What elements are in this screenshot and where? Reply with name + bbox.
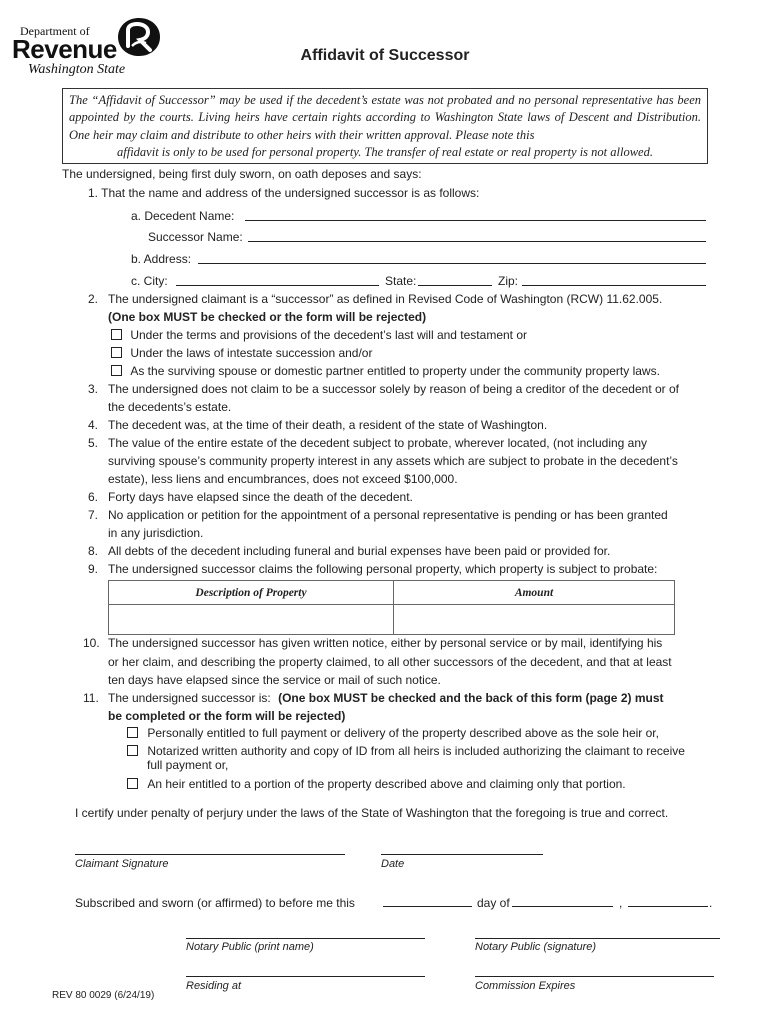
- notary-print-name-field[interactable]: [186, 938, 425, 939]
- page-title: Affidavit of Successor: [300, 47, 470, 64]
- item-7-number: 7.: [88, 508, 99, 522]
- item-10-line-2: or her claim, and describing the property claimed, to all other successors of the decedent, and that at least: [108, 655, 672, 669]
- item-2-number: 2.: [88, 292, 99, 306]
- item-6: Forty days have elapsed since the death of the decedent.: [108, 490, 413, 504]
- will-checkbox[interactable]: [111, 329, 122, 340]
- claimant-signature-label: Claimant Signature: [75, 858, 169, 870]
- item-11-requirement-2: be completed or the form will be rejected): [108, 709, 346, 723]
- city-field[interactable]: [176, 285, 379, 286]
- item-5-line-3: estate), less liens and encumbrances, does not exceed $100,000.: [108, 472, 458, 486]
- address-label: b. Address:: [131, 252, 192, 266]
- notarized-authority-checkbox[interactable]: [127, 745, 138, 756]
- item-9-number: 9.: [88, 562, 99, 576]
- property-amount-cell[interactable]: [394, 605, 675, 635]
- item-11-option-2: Notarized written authority and copy of ID from all heirs is included authorizing the claimant to receive: [127, 744, 685, 758]
- state-label: State:: [385, 274, 417, 288]
- item-5-line-1: The value of the entire estate of the decedent subject to probate, wherever located, (not including any: [108, 436, 648, 450]
- address-field[interactable]: [198, 263, 706, 264]
- residing-at-label: Residing at: [186, 980, 242, 992]
- sworn-statement: Subscribed and sworn (or affirmed) to before me this: [75, 896, 355, 910]
- item-4-number: 4.: [88, 418, 99, 432]
- property-description-cell[interactable]: [109, 605, 394, 635]
- intro-text: The “Affidavit of Successor” may be used if the decedent’s estate was not probated and no personal representative has been appointed by the courts. Living heirs have certain rights according to Washington State laws of Descent and Distribution. One heir may claim and distribute to other heirs with their written approval. Please note this: [69, 93, 701, 142]
- item-2-requirement: (One box MUST be checked or the form will be rejected): [108, 310, 427, 324]
- item-1: 1. That the name and address of the undersigned successor is as follows:: [88, 186, 480, 200]
- logo-state-text: Washington State: [28, 62, 126, 77]
- day-field[interactable]: [383, 906, 472, 907]
- form-id: REV 80 0029 (6/24/19): [52, 990, 155, 1001]
- table-header-amount: Amount: [394, 581, 675, 605]
- table-header-description: Description of Property: [109, 581, 394, 605]
- commission-expires-label: Commission Expires: [475, 980, 576, 992]
- period-separator: .: [709, 896, 713, 910]
- item-2-option-2: Under the laws of intestate succession and/or: [111, 346, 372, 360]
- zip-field[interactable]: [522, 285, 706, 286]
- city-label: c. City:: [131, 274, 168, 288]
- item-8-number: 8.: [88, 544, 99, 558]
- intestate-checkbox[interactable]: [111, 347, 122, 358]
- opening-statement: The undersigned, being first duly sworn, on oath deposes and says:: [62, 167, 422, 181]
- successor-name-label: Successor Name:: [148, 230, 243, 244]
- year-field[interactable]: [628, 906, 708, 907]
- item-7-line-2: in any jurisdiction.: [108, 526, 204, 540]
- commission-expires-field[interactable]: [475, 976, 714, 977]
- successor-name-field[interactable]: [248, 241, 706, 242]
- comma-separator: ,: [619, 896, 623, 910]
- item-10-line-3: ten days have elapsed since the service or mail of such notice.: [108, 673, 441, 687]
- item-5-line-2: surviving spouse’s community property interest in any assets which are subject to probate in the decedent’s: [108, 454, 678, 468]
- notary-signature-field[interactable]: [475, 938, 720, 939]
- item-10-number: 10.: [83, 636, 100, 650]
- item-3-number: 3.: [88, 382, 99, 396]
- item-6-number: 6.: [88, 490, 99, 504]
- day-of-label: day of: [477, 896, 510, 910]
- item-4: The decedent was, at the time of their death, a resident of the state of Washington.: [108, 418, 548, 432]
- item-3-line-1: The undersigned does not claim to be a successor solely by reason of being a creditor of the decedent or of: [108, 382, 680, 396]
- item-11-requirement: (One box MUST be checked and the back of this form (page 2) must: [278, 691, 664, 705]
- date-field[interactable]: [381, 854, 543, 855]
- item-2-option-3: As the surviving spouse or domestic partner entitled to property under the community property laws.: [111, 364, 660, 378]
- item-11-option-2-line-2: full payment or,: [147, 758, 229, 772]
- claimant-signature-field[interactable]: [75, 854, 345, 855]
- spouse-checkbox[interactable]: [111, 365, 122, 376]
- item-2: The undersigned claimant is a “successor” as defined in Revised Code of Washington (RCW) 11.62.005.: [108, 292, 663, 306]
- decedent-name-label: a. Decedent Name:: [131, 209, 235, 223]
- item-11: The undersigned successor is: (One box MUST be checked and the back of this form (page 2) must: [108, 691, 664, 705]
- state-field[interactable]: [418, 285, 492, 286]
- residing-at-field[interactable]: [186, 976, 425, 977]
- item-11-option-1: Personally entitled to full payment or delivery of the property described above as the sole heir or,: [127, 726, 659, 740]
- item-3-line-2: the decedents’s estate.: [108, 400, 232, 414]
- intro-notice: [62, 88, 708, 164]
- notary-print-name-label: Notary Public (print name): [186, 941, 314, 953]
- item-9: The undersigned successor claims the following personal property, which property is subject to probate:: [108, 562, 658, 576]
- month-field[interactable]: [512, 906, 613, 907]
- item-11-number: 11.: [83, 691, 99, 705]
- logo-revenue-text: Revenue: [12, 34, 117, 64]
- item-10-line-1: The undersigned successor has given written notice, either by personal service or by mail, identifying his: [108, 636, 663, 650]
- intro-text-last: affidavit is only to be used for personal property. The transfer of real estate or real property is not allowed.: [117, 144, 653, 159]
- logo-department-text: Department of: [20, 24, 90, 38]
- item-7-line-1: No application or petition for the appointment of a personal representative is pending or has been granted: [108, 508, 668, 522]
- item-2-option-1: Under the terms and provisions of the decedent’s last will and testament or: [111, 328, 527, 342]
- item-8: All debts of the decedent including funeral and burial expenses have been paid or provided for.: [108, 544, 611, 558]
- property-table: [108, 580, 675, 635]
- certification-statement: I certify under penalty of perjury under the laws of the State of Washington that the foregoing is true and correct.: [75, 806, 669, 820]
- item-5-number: 5.: [88, 436, 99, 450]
- notary-signature-label: Notary Public (signature): [475, 941, 597, 953]
- sole-heir-checkbox[interactable]: [127, 727, 138, 738]
- zip-label: Zip:: [498, 274, 519, 288]
- portion-heir-checkbox[interactable]: [127, 778, 138, 789]
- item-11-option-3: An heir entitled to a portion of the property described above and claiming only that portion.: [127, 777, 626, 791]
- date-label: Date: [381, 858, 405, 870]
- decedent-name-field[interactable]: [245, 220, 706, 221]
